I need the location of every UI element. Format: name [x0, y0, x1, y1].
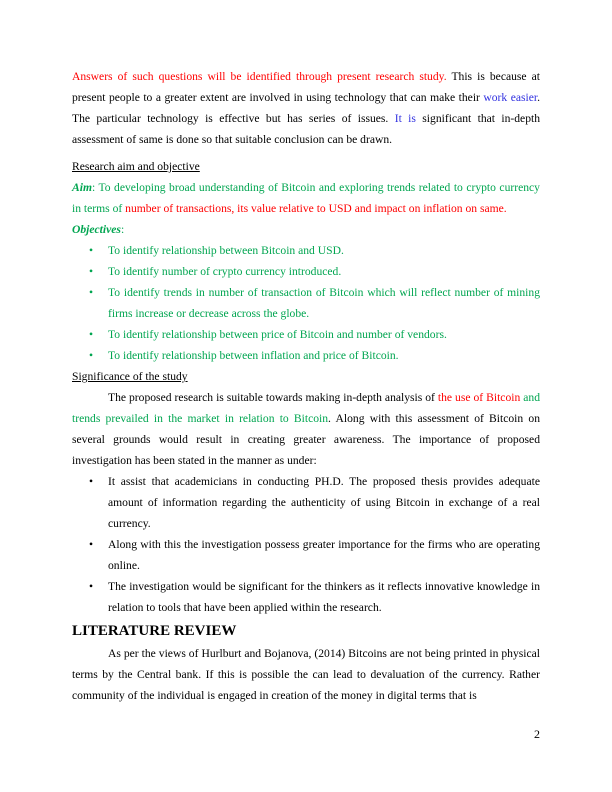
significance-text-red: the use of Bitcoin — [437, 391, 521, 404]
objectives-colon: : — [120, 223, 125, 236]
intro-paragraph — [72, 66, 540, 150]
literature-review-heading: LITERATURE REVIEW — [72, 623, 237, 639]
bullet-icon: • — [89, 475, 94, 488]
page-number: 2 — [534, 727, 540, 741]
aim-colon: : — [91, 181, 99, 194]
list-item — [72, 471, 540, 534]
list-item — [72, 261, 540, 282]
list-item — [72, 240, 540, 261]
bullet-icon: • — [89, 244, 94, 257]
bullet-icon: • — [89, 580, 94, 593]
significance-point-text: Along with this the investigation possess greater importance for the firms who are operating online. — [108, 538, 540, 572]
list-item — [72, 324, 540, 345]
intro-sentence-2: This is because at present people to a greater extent are involved in using technology that can make their — [72, 70, 540, 104]
significance-text-d: . Along with this assessment of Bitcoin on several grounds would result in creating greater awareness. The importance of proposed investigation has been stated in the manner as under: — [72, 412, 540, 467]
aim-text-red: number of transactions, its value relative to USD and impact on inflation on same. — [125, 202, 507, 215]
significance-point-text: It assist that academicians in conducting PH.D. The proposed thesis provides adequate amount of information regarding the authenticity of using Bitcoin in exchange of a real currency. — [108, 475, 540, 530]
intro-highlight-work-easier: work easier — [483, 91, 538, 104]
intro-sentence-6: significant that in-depth assessment of same is done so that suitable conclusion can be drawn. — [72, 112, 541, 146]
significance-heading: Significance of the study — [72, 370, 188, 383]
list-item — [72, 345, 540, 366]
intro-sentence-4: . The particular technology is effective but has series of issues. — [72, 91, 540, 125]
objectives-label: Objectives — [72, 223, 121, 236]
literature-paragraph: As per the views of Hurlburt and Bojanova, (2014) Bitcoins are not being printed in physical terms by the Central bank. If this is possible the can lead to devaluation of the currency. Rather community of the individual is engaged in creation of the money in digital terms that is — [72, 647, 540, 702]
aim-text-green: To developing broad understanding of Bitcoin and exploring trends related to crypto currency in terms of — [72, 181, 540, 215]
bullet-icon: • — [89, 328, 94, 341]
list-item — [72, 576, 540, 618]
objective-text: To identify trends in number of transaction of Bitcoin which will reflect number of mining firms increase or decrease across the globe. — [108, 286, 540, 320]
aim-label: Aim — [72, 181, 92, 194]
significance-list — [72, 471, 540, 618]
bullet-icon: • — [89, 538, 94, 551]
list-item — [72, 534, 540, 576]
bullet-icon: • — [89, 265, 94, 278]
list-item — [72, 282, 540, 324]
objective-text: To identify relationship between Bitcoin and USD. — [108, 244, 344, 257]
intro-sentence-1: Answers of such questions will be identified through present research study. — [72, 70, 447, 83]
significance-point-text: The investigation would be significant for the thinkers as it reflects innovative knowledge in relation to tools that have been applied within the research. — [108, 580, 540, 614]
objectives-label-line — [72, 219, 540, 240]
objective-text: To identify number of crypto currency introduced. — [108, 265, 342, 278]
bullet-icon: • — [89, 349, 94, 362]
objective-text: To identify relationship between inflation and price of Bitcoin. — [108, 349, 399, 362]
significance-text-green: and trends prevailed in the market in relation to Bitcoin — [72, 391, 541, 425]
intro-highlight-it-is: It is — [394, 112, 416, 125]
objectives-list — [72, 240, 540, 366]
objective-text: To identify relationship between price of Bitcoin and number of vendors. — [108, 328, 447, 341]
bullet-icon: • — [89, 286, 94, 299]
aim-paragraph — [72, 177, 540, 219]
significance-text-a: The proposed research is suitable towards making in-depth analysis of — [108, 391, 438, 404]
significance-paragraph — [72, 387, 540, 471]
research-aim-heading: Research aim and objective — [72, 160, 200, 173]
